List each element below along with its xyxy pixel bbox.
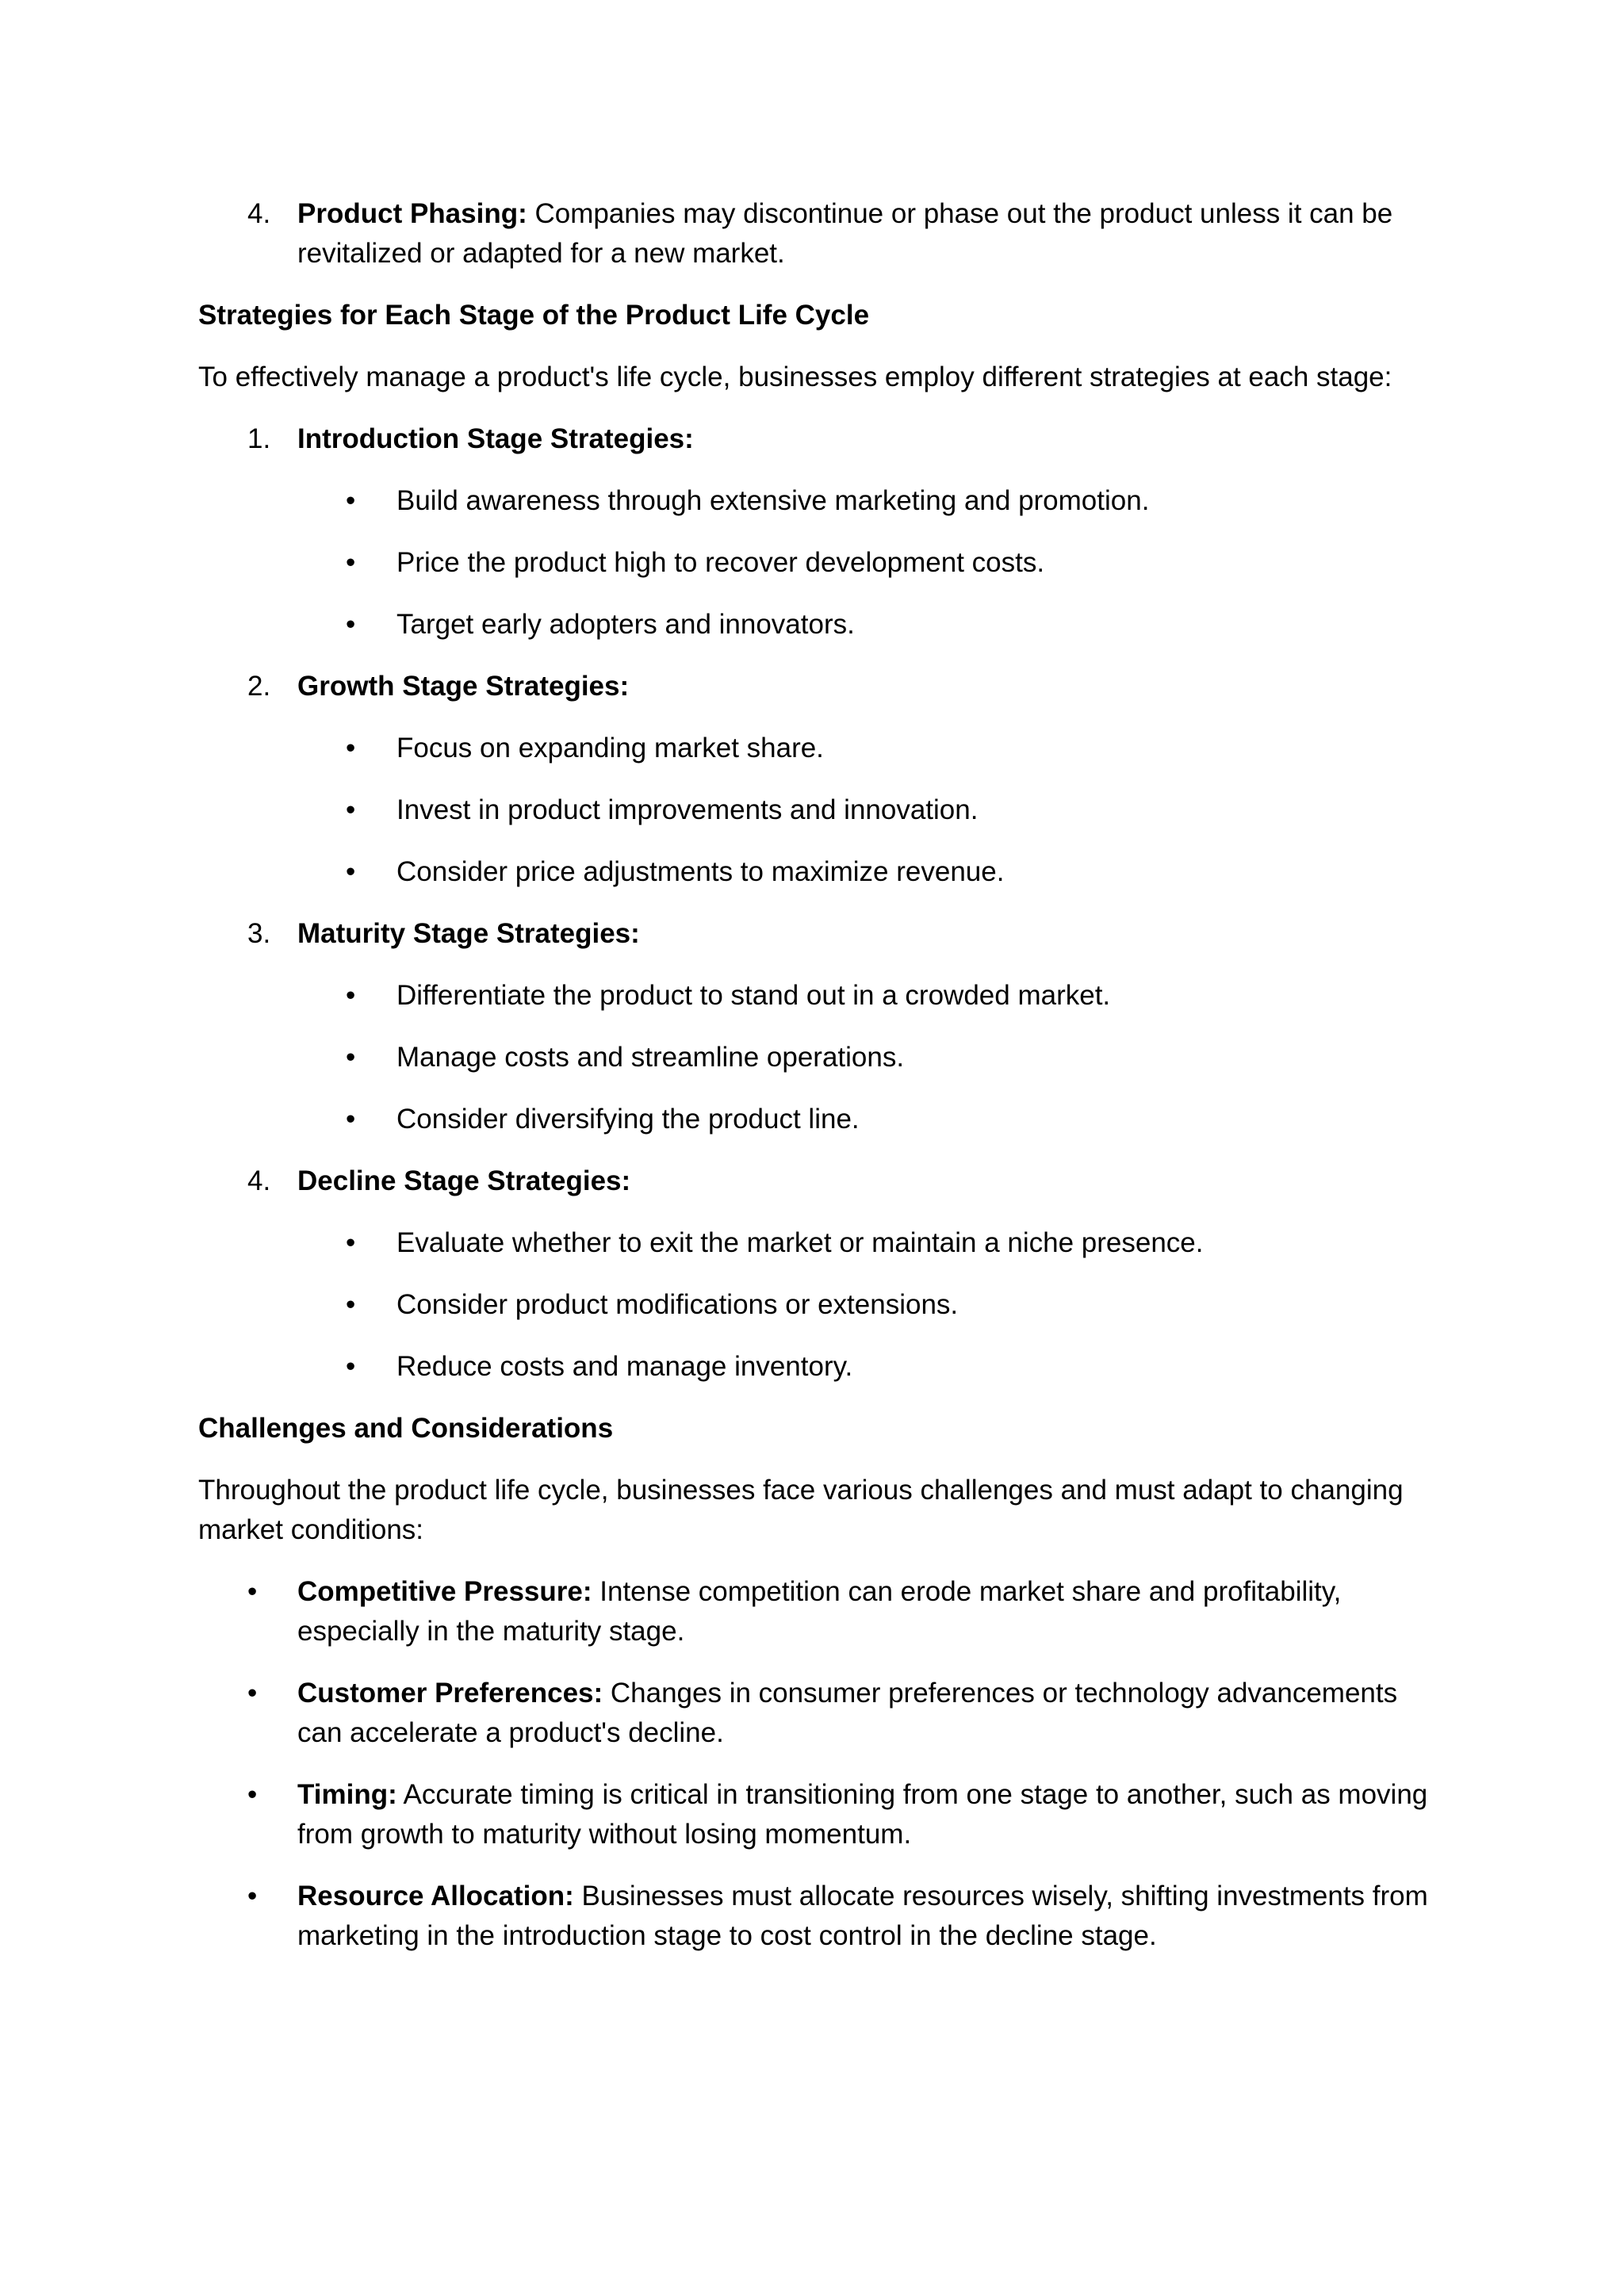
list-item <box>198 976 1435 1016</box>
stage-title <box>297 914 1435 954</box>
list-item <box>198 790 1435 830</box>
list-item <box>198 729 1435 768</box>
challenge-label: Competitive Pressure: <box>297 1576 592 1607</box>
stage-decline-bullets <box>198 1223 1435 1387</box>
bullet-icon: • <box>346 609 356 640</box>
list-item <box>198 1285 1435 1325</box>
stage-introduction-bullets <box>198 481 1435 645</box>
bullet-icon: • <box>346 733 356 763</box>
list-item <box>198 852 1435 892</box>
challenge-label: Resource Allocation: <box>297 1881 574 1911</box>
item-label: Product Phasing: <box>297 198 527 229</box>
bullet-text: Target early adopters and innovators. <box>396 609 855 640</box>
list-marker: 3. <box>247 918 271 949</box>
bullet-icon: • <box>346 856 356 887</box>
list-marker: 1. <box>247 423 271 454</box>
challenge-label: Customer Preferences: <box>297 1678 603 1709</box>
bullet-text: Build awareness through extensive marketing and promotion. <box>396 485 1150 516</box>
bullet-icon: • <box>346 547 356 578</box>
list-item-text <box>297 194 1435 274</box>
challenge-text <box>297 1572 1435 1651</box>
list-marker: 4. <box>247 1165 271 1196</box>
bullet-icon: • <box>346 1351 356 1382</box>
bullet-icon: • <box>247 1779 258 1810</box>
bullet-text: Consider price adjustments to maximize revenue. <box>396 856 1005 887</box>
list-item <box>198 481 1435 521</box>
stage-title <box>297 667 1435 706</box>
bullet-icon: • <box>346 980 356 1011</box>
list-item <box>198 605 1435 645</box>
bullet-text: Reduce costs and manage inventory. <box>396 1351 853 1382</box>
challenge-text <box>297 1674 1435 1753</box>
challenges-heading: Challenges and Considerations <box>198 1413 614 1444</box>
stage-introduction <box>198 419 1435 459</box>
bullet-text: Focus on expanding market share. <box>396 733 824 763</box>
challenge-description: Accurate timing is critical in transitioning from one stage to another, such as moving from growth to maturity without losing momentum. <box>297 1779 1428 1850</box>
challenge-competitive-pressure <box>198 1572 1435 1651</box>
strategies-heading: Strategies for Each Stage of the Product Life Cycle <box>198 300 870 331</box>
stage-title-text: Maturity Stage Strategies: <box>297 918 640 949</box>
list-marker: 4. <box>247 198 271 229</box>
stage-title-text: Introduction Stage Strategies: <box>297 423 694 454</box>
bullet-text: Consider product modifications or extensions. <box>396 1289 959 1320</box>
bullet-text: Evaluate whether to exit the market or maintain a niche presence. <box>396 1227 1204 1258</box>
bullet-icon: • <box>247 1881 258 1911</box>
challenge-timing <box>198 1775 1435 1854</box>
bullet-icon: • <box>247 1576 258 1607</box>
bullet-text: Invest in product improvements and innovation. <box>396 794 979 825</box>
challenge-description: Changes in consumer preferences or technology advancements can accelerate a product's decline. <box>297 1678 1398 1748</box>
challenges-intro: Throughout the product life cycle, businesses face various challenges and must adapt to changing market conditions: <box>198 1475 1404 1545</box>
stage-title <box>297 419 1435 459</box>
bullet-icon: • <box>346 794 356 825</box>
bullet-text: Consider diversifying the product line. <box>396 1104 860 1135</box>
challenge-text <box>297 1775 1435 1854</box>
document-body <box>198 194 1435 1978</box>
list-item <box>198 1347 1435 1387</box>
challenge-text <box>297 1877 1435 1956</box>
list-item <box>198 1223 1435 1263</box>
challenge-customer-preferences <box>198 1674 1435 1753</box>
product-phasing-item <box>198 194 1435 274</box>
bullet-icon: • <box>247 1678 258 1709</box>
bullet-text: Differentiate the product to stand out in a crowded market. <box>396 980 1111 1011</box>
challenge-description: Intense competition can erode market share and profitability, especially in the maturity stage. <box>297 1576 1342 1647</box>
stage-title-text: Decline Stage Strategies: <box>297 1165 631 1196</box>
strategies-intro: To effectively manage a product's life cycle, businesses employ different strategies at each stage: <box>198 362 1392 392</box>
bullet-text: Manage costs and streamline operations. <box>396 1042 905 1073</box>
bullet-text: Price the product high to recover development costs. <box>396 547 1045 578</box>
stage-title <box>297 1161 1435 1201</box>
challenge-label: Timing: <box>297 1779 397 1810</box>
list-marker: 2. <box>247 671 271 702</box>
challenge-resource-allocation <box>198 1877 1435 1956</box>
stage-maturity-bullets <box>198 976 1435 1139</box>
bullet-icon: • <box>346 1104 356 1135</box>
stage-title-text: Growth Stage Strategies: <box>297 671 630 702</box>
list-item <box>198 1100 1435 1139</box>
bullet-icon: • <box>346 1289 356 1320</box>
stage-maturity <box>198 914 1435 954</box>
stage-growth <box>198 667 1435 706</box>
item-description: Companies may discontinue or phase out the product unless it can be revitalized or adapted for a new market. <box>297 198 1393 269</box>
bullet-icon: • <box>346 1227 356 1258</box>
challenge-description: Businesses must allocate resources wisely, shifting investments from marketing in the introduction stage to cost control in the decline stage. <box>297 1881 1428 1951</box>
bullet-icon: • <box>346 485 356 516</box>
bullet-icon: • <box>346 1042 356 1073</box>
stage-decline <box>198 1161 1435 1201</box>
list-item <box>198 1038 1435 1077</box>
list-item <box>198 543 1435 583</box>
stage-growth-bullets <box>198 729 1435 892</box>
